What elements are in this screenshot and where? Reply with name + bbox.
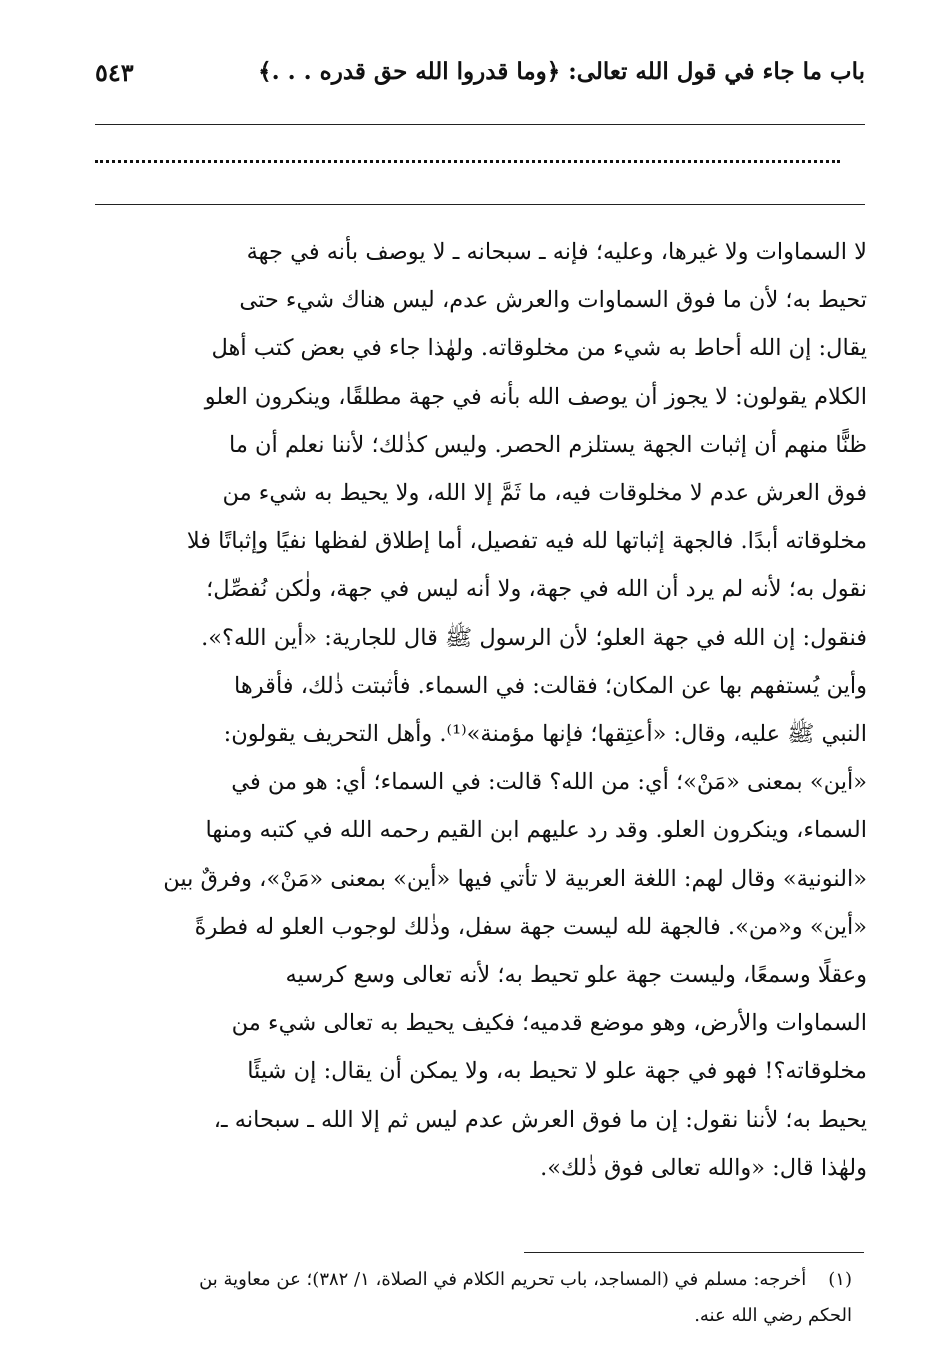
text-line: مخلوقاته أبدًا. فالجهة إثباتها لله فيه تفصيل، أما إطلاق لفظها نفيًا وإثباتًا فلا	[186, 528, 867, 555]
text-line: السماوات والأرض، وهو موضع قدميه؛ فكيف يحيط به تعالى شيء من	[231, 1010, 867, 1037]
text-line: لا السماوات ولا غيرها، وعليه؛ فإنه ـ سبحانه ـ لا يوصف بأنه في جهة	[246, 239, 867, 265]
dotted-separator	[95, 160, 840, 163]
text-line: نقول به؛ لأنه لم يرد أن الله في جهة، ولا أنه ليس في جهة، ولٰكن نُفصِّل؛	[206, 576, 867, 603]
footnote-text: أخرجه: مسلم في (المساجد، باب تحريم الكلام في الصلاة، ١/ ٣٨٢)؛ عن معاوية بن	[199, 1269, 807, 1290]
text-line: فنقول: إن الله في جهة العلو؛ لأن الرسول ﷺ قال للجارية: «أين الله؟».	[201, 624, 867, 651]
text-line: «النونية» وقال لهم: اللغة العربية لا تأتي فيها «أين» بمعنى «مَنْ»، وفرقٌ بين	[163, 865, 867, 892]
footnote-line	[70, 1262, 852, 1298]
body-top-rule	[95, 204, 865, 205]
text-line: الكلام يقولون: لا يجوز أن يوصف الله بأنه في جهة مطلقًا، وينكرون العلو	[204, 383, 867, 410]
text-line: مخلوقاته؟! فهو في جهة علو لا تحيط به، ولا يمكن أن يقال: إن شيئًا	[247, 1058, 867, 1085]
text-line: فوق العرش عدم لا مخلوقات فيه، ما ثَمَّ إلا الله، ولا يحيط به شيء من	[222, 480, 867, 507]
text-line: يقال: إن الله أحاط به شيء من مخلوقاته. ولهٰذا جاء في بعض كتب أهل	[211, 335, 867, 362]
header-rule	[95, 124, 865, 125]
main-text	[92, 228, 867, 1192]
text-line: «أين» بمعنى «مَنْ»؛ أي: من الله؟ قالت: في السماء؛ أي: هو من في	[231, 769, 867, 796]
text-line: وعقلًا وسمعًا، وليست جهة علو تحيط به؛ لأنه تعالى وسع كرسيه	[285, 962, 867, 989]
text-line: ظنًّا منهم أن إثبات الجهة يستلزم الحصر. وليس كذٰلك؛ لأننا نعلم أن ما	[228, 431, 867, 458]
footnote-rule	[524, 1252, 864, 1253]
text-line: ولهٰذا قال: «والله تعالى فوق ذٰلك».	[540, 1154, 867, 1181]
footnote	[70, 1262, 852, 1334]
text-line: السماء، وينكرون العلو. وقد رد عليهم ابن القيم رحمه الله في كتبه ومنها	[205, 817, 867, 844]
running-header	[95, 50, 865, 102]
text-line: تحيط به؛ لأن ما فوق السماوات والعرش عدم، ليس هناك شيء حتى	[239, 287, 867, 314]
page-number: ٥٤٣	[95, 58, 134, 87]
chapter-title: باب ما جاء في قول الله تعالى: ﴿وما قدروا الله حق قدره . . .﴾	[258, 58, 865, 85]
text-line: النبي ﷺ عليه، وقال: «أعتِقها؛ فإنها مؤمنة»⁽¹⁾. وأهل التحريف يقولون:	[223, 721, 867, 748]
footnote-marker: (١)	[828, 1269, 852, 1290]
text-line: «أين» و«من». فالجهة لله ليست جهة سفل، وذٰلك لوجوب العلو له فطرةً	[194, 913, 867, 940]
text-line: وأين يُستفهم بها عن المكان؛ فقالت: في السماء. فأثبتت ذٰلك، فأقرها	[234, 672, 867, 699]
footnote-line-2: الحكم رضي الله عنه.	[694, 1305, 852, 1326]
text-line: يحيط به؛ لأننا نقول: إن ما فوق العرش عدم ليس ثم إلا الله ـ سبحانه ـ،	[213, 1106, 867, 1133]
